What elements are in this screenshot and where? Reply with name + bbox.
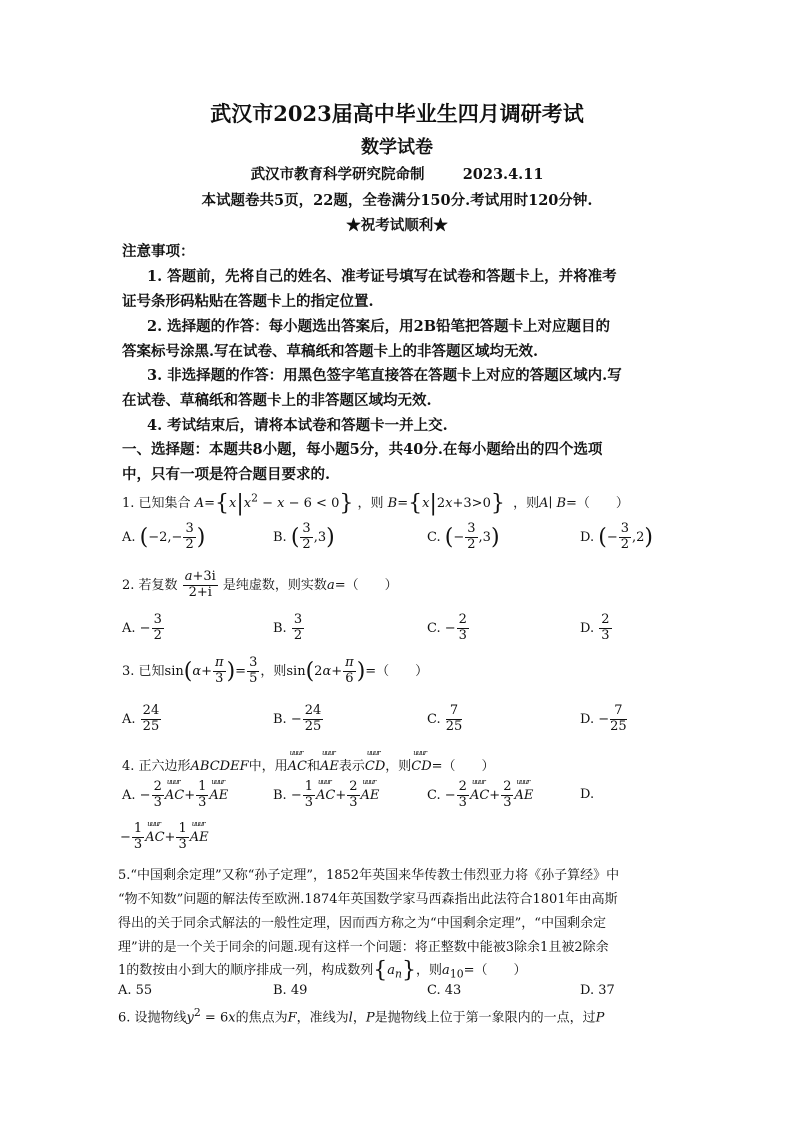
- question-4-option-d[interactable]: − $\frac{1}{3}$ uuur AC+ $\frac{1}{3}$ uuur AE: [120, 822, 209, 853]
- note-1b: 证号条形码粘贴在答题卡上的指定位置.: [122, 293, 374, 310]
- exam-subtitle: 数学试卷: [361, 137, 433, 158]
- question-4-stem: 4. 正六边形ABCDEF中，用uuur AC和uuur AE表示uuur CD，则uuur CD=（ ）: [122, 755, 495, 774]
- notes-heading: 注意事项：: [122, 243, 195, 260]
- good-luck: ★祝考试顺利★: [346, 217, 448, 234]
- question-1-stem: 1. 已知集合 $A=\{x|x^2 - x - 6 < 0\}$ ，则 B={x|2x+3>0} ，则A∣ B=（ ）: [122, 491, 629, 516]
- note-4: 4. 考试结束后，请将本试卷和答题卡一并上交.: [147, 417, 448, 434]
- section-heading-1: 一、选择题：本题共8小题，每小题5分，共40分.在每小题给出的四个选项: [122, 441, 603, 458]
- question-5-option-a[interactable]: A. 55: [118, 983, 153, 998]
- question-4-option-b[interactable]: B. − $\frac{1}{3}$ uuur AC+ $\frac{2}{3}$ uuur AE: [273, 780, 379, 811]
- section-heading-2: 中，只有一项是符合题目要求的.: [122, 466, 331, 483]
- question-5-line-3: 得出的关于同余式解法的一般性定理，因而西方称之为“中国剩余定理”，“中国剩余定: [118, 916, 606, 931]
- question-5-option-b[interactable]: B. 49: [273, 983, 308, 998]
- question-5-line-1: 5.“中国剩余定理”又称“孙子定理”，1852年英国来华传教士伟烈亚力将《孙子算经》中: [118, 868, 620, 883]
- question-1-option-a[interactable]: A. (−2,− $\frac{3}{2}$ ): [122, 521, 206, 552]
- issuer-line: [0, 163, 794, 184]
- issuer: 武汉市教育科学研究院命制: [250, 166, 425, 183]
- question-1-option-b[interactable]: B. ( $\frac{3}{2}$ ,3): [273, 521, 335, 552]
- question-2-option-c[interactable]: C. − $\frac{2}{3}$: [427, 612, 467, 643]
- note-1a: 1. 答题前，先将自己的姓名、准考证号填写在试卷和答题卡上，并将准考: [147, 268, 617, 285]
- note-2b: 答案标号涂黑.写在试卷、草稿纸和答题卡上的非答题区域均无效.: [122, 343, 539, 360]
- note-2a: 2. 选择题的作答：每小题选出答案后，用2B铅笔把答题卡上对应题目的: [147, 318, 611, 335]
- question-2-option-a[interactable]: A. − $\frac{3}{2}$: [122, 612, 162, 643]
- question-2-option-d[interactable]: D. $\frac{2}{3}$: [580, 612, 610, 643]
- question-5-line-4: 理”讲的是一个关于同余的问题.现有这样一个问题：将正整数中能被3除余1且被2除余: [118, 940, 609, 955]
- question-2-option-b[interactable]: B. $\frac{3}{2}$: [273, 612, 303, 643]
- exam-date: 2023.4.11: [462, 166, 544, 183]
- question-4-option-d-label[interactable]: D.: [580, 787, 595, 802]
- note-3a: 3. 非选择题的作答：用黑色签字笔直接答在答题卡上对应的答题区域内.写: [147, 367, 622, 384]
- question-5-option-d[interactable]: D. 37: [580, 983, 615, 998]
- note-3b: 在试卷、草稿纸和答题卡上的非答题区域均无效.: [122, 392, 432, 409]
- question-6-stem: 6. 设抛物线$y^2 = 6x$的焦点为F，准线为l，P是抛物线上位于第一象限内的一点，过P: [118, 1006, 605, 1026]
- question-1-option-d[interactable]: D. (− $\frac{3}{2}$ ,2): [580, 521, 654, 552]
- question-5-line-5: 1的数按由小到大的顺序排成一列，构成数列$\{a_n\}$，则$a_{10}=$（ ）: [118, 958, 527, 983]
- question-3-option-c[interactable]: C. $\frac{7}{25}$: [427, 703, 463, 734]
- question-4-option-c[interactable]: C. − $\frac{2}{3}$ uuur AC+ $\frac{2}{3}$ uuur AE: [427, 780, 533, 811]
- question-2-stem: 2. 若复数 $\frac{a+3i}{2+i}$ 是纯虚数，则实数a=（ ）: [122, 569, 398, 600]
- question-3-stem: 3. 已知sin(α+ $\frac{\pi}{3}$ )= $\frac{3}{5}$ ，则sin(2α+ $\frac{\pi}{6}$ )=（ ）: [122, 655, 429, 686]
- question-4-option-a[interactable]: A. − $\frac{2}{3}$ uuur AC+ $\frac{1}{3}$ uuur AE: [122, 780, 228, 811]
- question-5-line-2: “物不知数”问题的解法传至欧洲.1874年英国数学家马西森指出此法符合1801年由高斯: [118, 892, 618, 907]
- question-5-option-c[interactable]: C. 43: [427, 983, 462, 998]
- exam-title: 武汉市2023届高中毕业生四月调研考试: [210, 101, 584, 126]
- question-3-option-a[interactable]: A. $\frac{24}{25}$: [122, 703, 160, 734]
- question-3-option-b[interactable]: B. − $\frac{24}{25}$: [273, 703, 322, 734]
- question-3-option-d[interactable]: D. − $\frac{7}{25}$: [580, 703, 627, 734]
- exam-info: 本试题卷共5页，22题，全卷满分150分.考试用时120分钟.: [201, 192, 593, 209]
- question-1-option-c[interactable]: C. (− $\frac{3}{2}$ ,3): [427, 521, 500, 552]
